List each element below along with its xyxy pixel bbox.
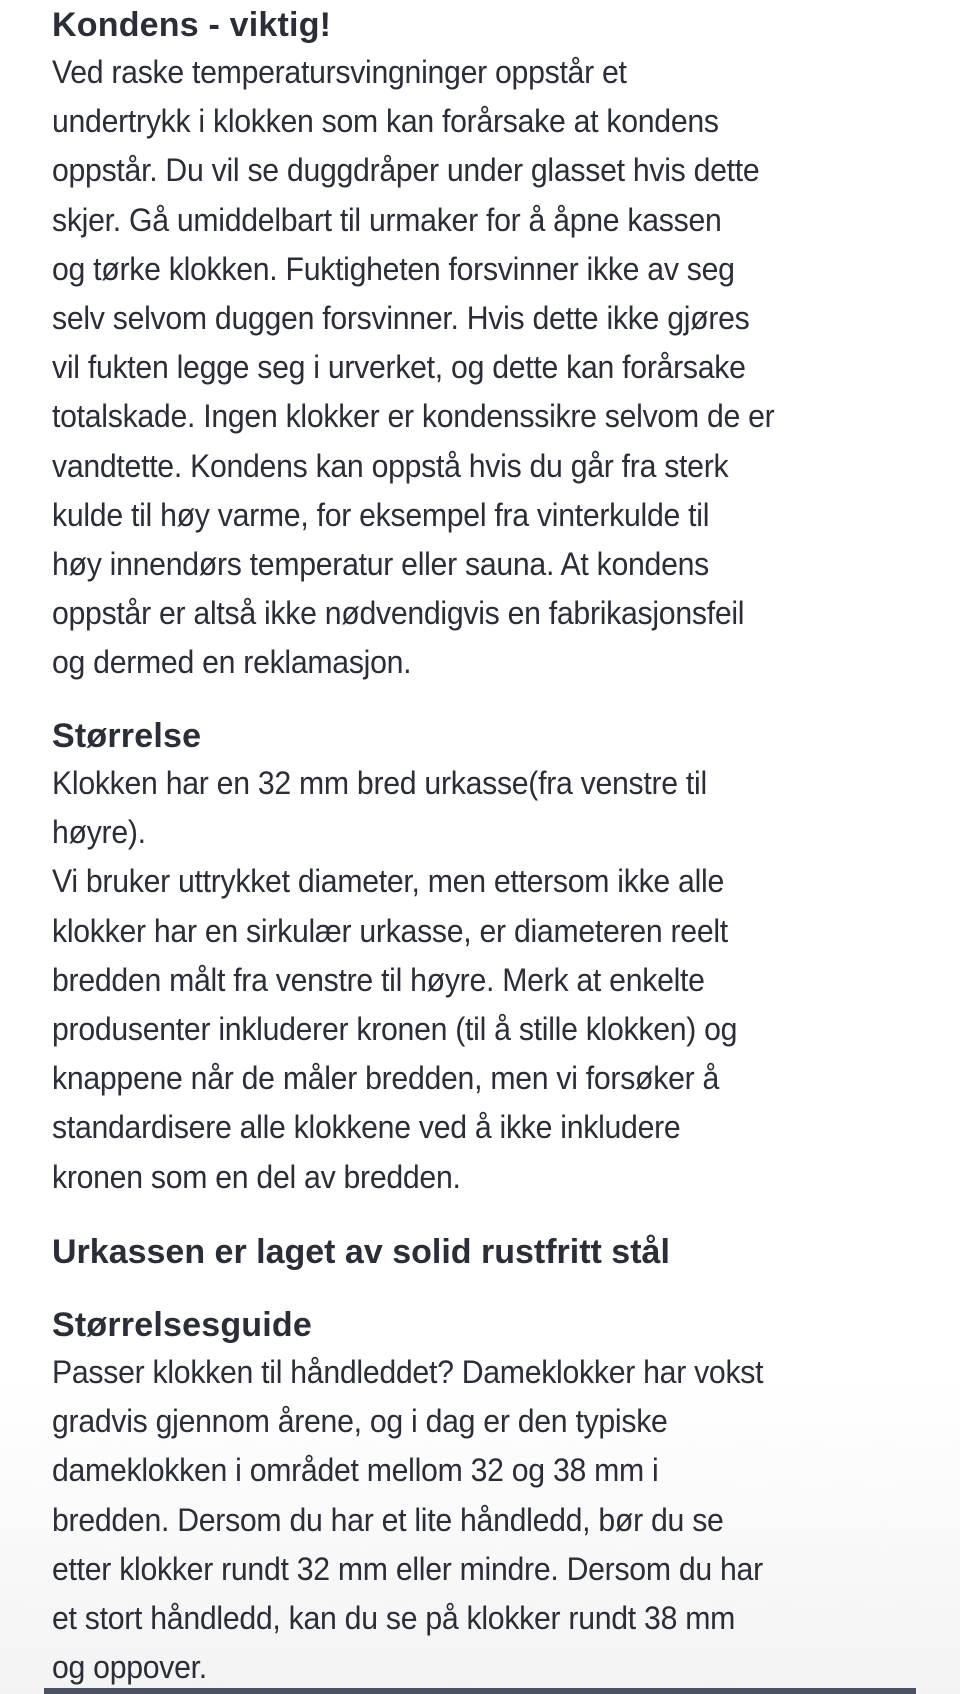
text-line: oppstår. Du vil se duggdråper under glasset hvis dette — [52, 152, 760, 189]
text-line: kulde til høy varme, for eksempel fra vinterkulde til — [52, 496, 710, 533]
text-line: bredden målt fra venstre til høyre. Merk at enkelte — [52, 961, 705, 998]
bottom-bar — [44, 1688, 916, 1694]
text-line: kronen som en del av bredden. — [52, 1158, 461, 1195]
text-line: standardisere alle klokkene ved å ikke inkludere — [52, 1109, 681, 1146]
text-line: undertrykk i klokken som kan forårsake at kondens — [52, 103, 719, 140]
text-line: etter klokker rundt 32 mm eller mindre. Dersom du har — [52, 1550, 763, 1587]
text-line: knappene når de måler bredden, men vi forsøker å — [52, 1060, 720, 1097]
text-line: klokker har en sirkulær urkasse, er diameteren reelt — [52, 912, 728, 949]
text-line: dameklokken i området mellom 32 og 38 mm i — [52, 1452, 659, 1489]
section-title-condensation: Kondens - viktig! — [52, 6, 332, 44]
text-line: Vi bruker uttrykket diameter, men ettersom ikke alle — [52, 863, 724, 900]
size-guide-text — [52, 1348, 926, 1692]
text-line: og dermed en reklamasjon. — [52, 644, 412, 681]
text-line: Passer klokken til håndleddet? Dameklokker har vokst — [52, 1354, 764, 1390]
text-line: og tørke klokken. Fuktigheten forsvinner ikke av seg — [52, 250, 735, 287]
text-line: og oppover. — [52, 1649, 207, 1686]
text-line: skjer. Gå umiddelbart til urmaker for å åpne kassen — [52, 201, 722, 238]
section-title-size: Størrelse — [52, 717, 202, 755]
text-line: Klokken har en 32 mm bred urkasse(fra venstre til — [52, 765, 707, 801]
section-material — [52, 1229, 670, 1275]
text-line: oppstår er altså ikke nødvendigvis en fabrikasjonsfeil — [52, 595, 745, 632]
text-line: vandtette. Kondens kan oppstå hvis du går fra sterk — [52, 447, 729, 484]
text-line: høyre). — [52, 814, 146, 851]
condensation-text — [52, 48, 926, 688]
size-text — [52, 759, 926, 1202]
section-condensation — [52, 2, 960, 688]
section-title-size-guide: Størrelsesguide — [52, 1306, 312, 1344]
text-line: gradvis gjennom årene, og i dag er den typiske — [52, 1403, 668, 1440]
section-title-material: Urkassen er laget av solid rustfritt stål — [52, 1233, 670, 1271]
section-size-guide — [52, 1302, 960, 1692]
section-size — [52, 713, 960, 1202]
text-line: Ved raske temperatursvingninger oppstår et — [52, 54, 627, 90]
text-line: bredden. Dersom du har et lite håndledd, bør du se — [52, 1501, 724, 1538]
text-line: produsenter inkluderer kronen (til å stille klokken) og — [52, 1011, 738, 1048]
text-line: vil fukten legge seg i urverket, og dette kan forårsake — [52, 349, 746, 386]
text-line: høy innendørs temperatur eller sauna. At kondens — [52, 546, 709, 583]
text-line: selv selvom duggen forsvinner. Hvis dette ikke gjøres — [52, 300, 750, 337]
text-line: totalskade. Ingen klokker er kondenssikre selvom de er — [52, 398, 775, 435]
text-line: et stort håndledd, kan du se på klokker rundt 38 mm — [52, 1600, 736, 1637]
